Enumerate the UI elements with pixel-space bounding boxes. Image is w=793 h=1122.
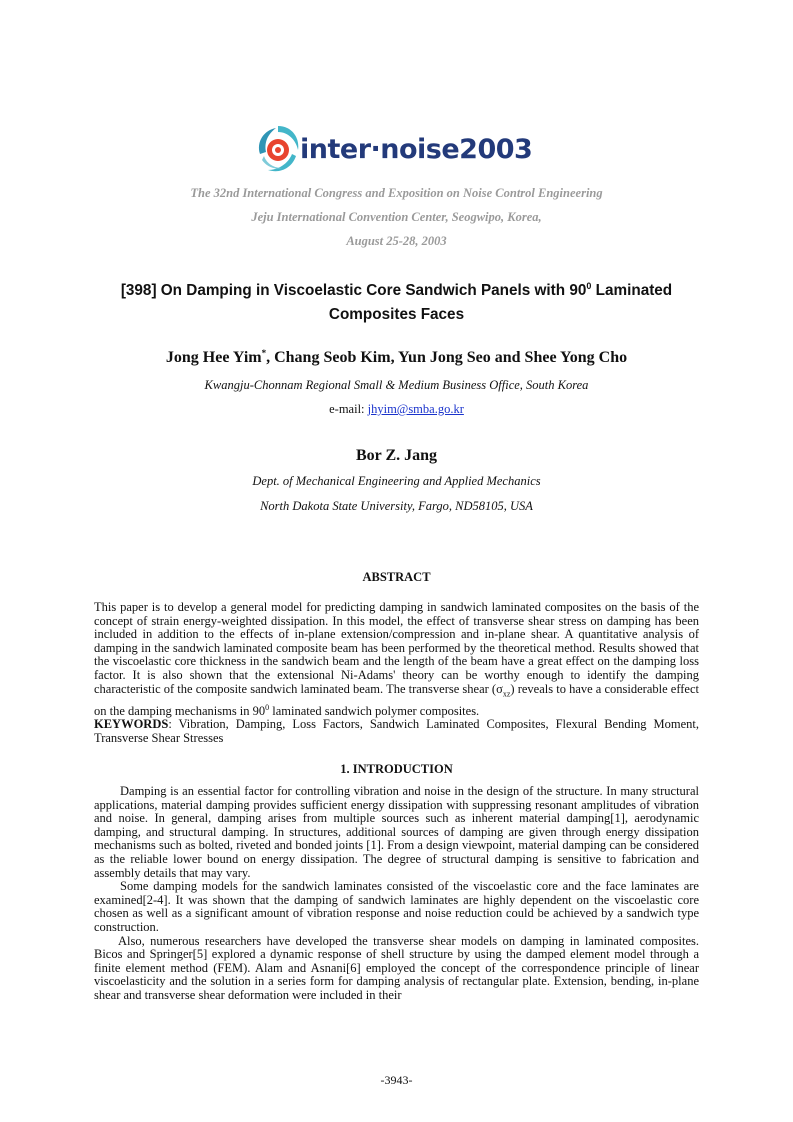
conference-venue: Jeju International Convention Center, Seogwipo, Korea, — [251, 210, 542, 224]
author-affiliation: Kwangju-Chonnam Regional Small & Medium Business Office, South Korea — [204, 378, 589, 392]
conference-name: The 32nd International Congress and Exposition on Noise Control Engineering — [190, 186, 603, 200]
email-link[interactable]: jhyim@smba.go.kr — [367, 402, 464, 416]
abstract-heading: ABSTRACT — [362, 570, 431, 584]
second-author-university: North Dakota State University, Fargo, ND58105, USA — [260, 499, 533, 513]
intro-paragraph-1: Damping is an essential factor for controlling vibration and noise in the design of the structure. In many structural applications, material damping provides sufficient energy dissipation with suppressing resonant amplitudes of vibration and noise. In general, damping arises from multiple sources such as inherent material damping[1], aerodynamic damping, and structural damping. In structures, additional sources of damping are given through energy dissipation mechanisms such as bolted, riveted and bonded joints [1]. From a design viewpoint, material damping can be considered as the reliable lower bound on energy dissipation. The degree of structural damping is sensitive to fabrication and assembly details that may vary. — [94, 784, 699, 880]
second-author: Bor Z. Jang — [355, 447, 438, 464]
paper-title: [398] On Damping in Viscoelastic Core Sandwich Panels with $90^0$ Laminated Composites Faces — [120, 281, 673, 323]
intro-paragraph-2: Some damping models for the sandwich laminates consisted of the viscoelastic core and the face laminates are examined[2-4]. It was shown that the damping of sandwich laminates are highly dependent on the viscoelastic core chosen as well as a significant amount of vibration response and noise reduction could be achieved by a sandwich type construction. — [94, 879, 699, 934]
conference-dates: August 25-28, 2003 — [346, 234, 447, 248]
author-list: Jong Hee Yim*, Chang Seob Kim, Yun Jong Seo and Shee Yong Cho — [165, 348, 628, 366]
introduction-body — [94, 785, 699, 1003]
conference-logo — [254, 120, 544, 178]
logo-wordmark: inter·noise2003 — [300, 134, 533, 165]
second-author-dept: Dept. of Mechanical Engineering and Applied Mechanics — [252, 474, 541, 488]
introduction-heading: 1. INTRODUCTION — [340, 762, 453, 776]
contact-email: e-mail: jhyim@smba.go.kr — [329, 402, 464, 416]
page-number: -3943- — [380, 1073, 413, 1087]
intro-paragraph-3: Also, numerous researchers have developed the transverse shear models on damping in laminated composites. Bicos and Springer[5] explored a dynamic response of shell structure by using the damped element model through a finite element method (FEM). Alam and Asnani[6] employed the concept of the correspondence principle of linear viscoelasticity and the solution in a series form for damping analysis of rectangular plate. Extension, bending, in-plane shear and transverse shear deformation were included in their — [94, 933, 699, 1002]
swirl-logo-icon — [254, 120, 302, 178]
keywords: KEYWORDS: Vibration, Damping, Loss Factors, Sandwich Laminated Composites, Flexural Bending Moment, Transverse Shear Stresses — [94, 717, 699, 745]
abstract-body: This paper is to develop a general model for predicting damping in sandwich laminated composites on the basis of the concept of strain energy-weighted dissipation. In this model, the effect of transverse shear stress on damping has been included in addition to the effects of in-plane extension/compression and in-plane shear. A quantitative analysis of damping in the sandwich laminated composite beam has been performed by the theoretical method. Results showed that the viscoelastic core thickness in the sandwich beam and the length of the beam have a great effect on the damping loss factor. It is also shown that the extensional Ni-Adams' theory can be worthy enough to identify the damping characteristic of the composite sandwich laminated beam. The transverse shear $(\sigma_{xz})$ reveals to have a considerable effect on the damping mechanisms in $90^0$ laminated sandwich polymer composites. KEYWORDS: Vibration, Damping, Loss Factors, Sandwich Laminated Composites, Flexural Bending Moment, Transverse Shear Stresses — [94, 600, 699, 745]
